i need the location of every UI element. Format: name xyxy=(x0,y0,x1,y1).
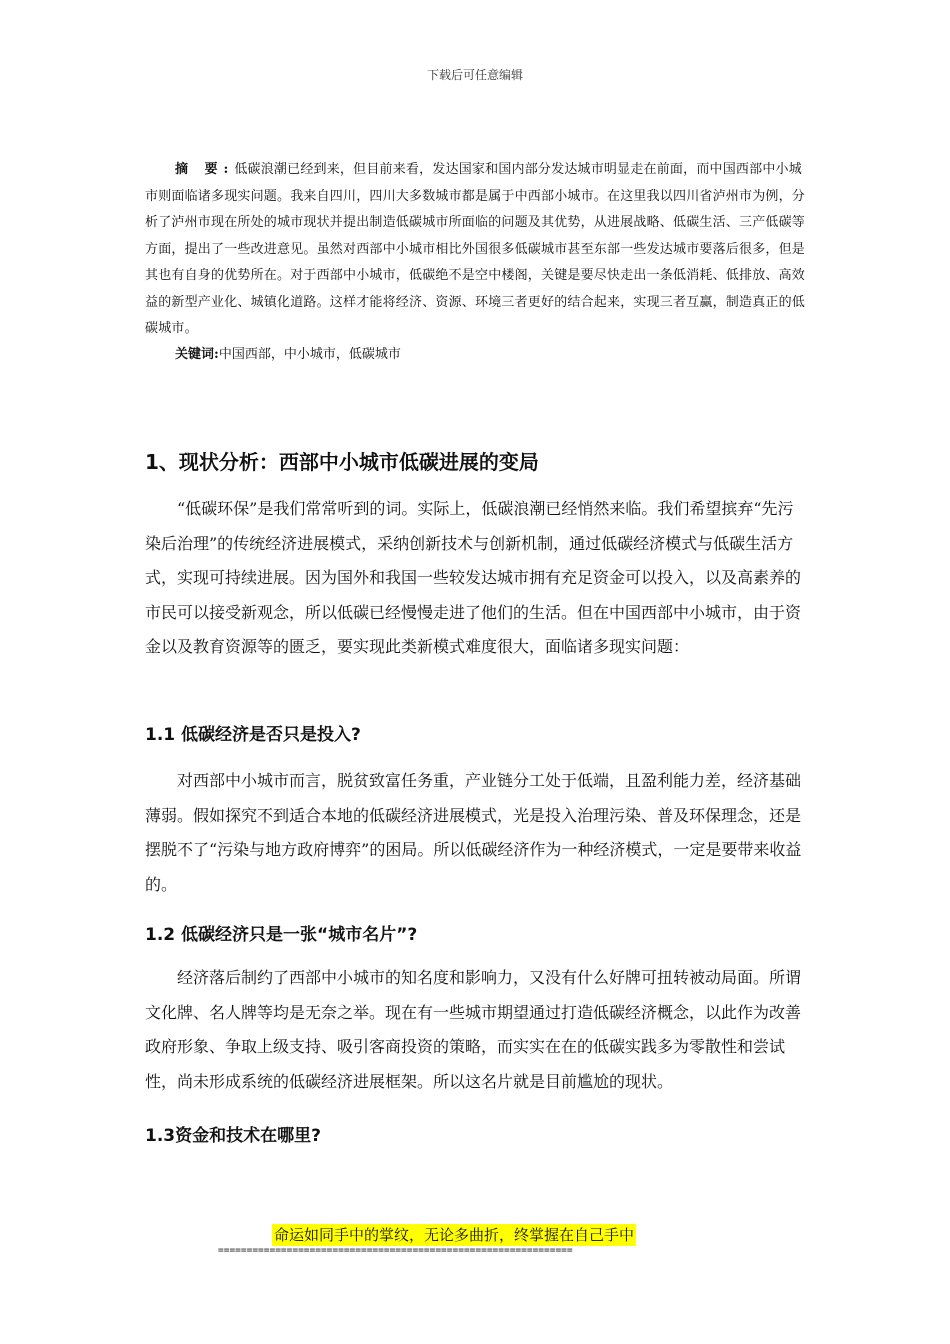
subsection-1-1-heading: 1.1 低碳经济是否只是投入? xyxy=(145,725,361,745)
abstract-label: 摘 要: xyxy=(175,162,235,177)
subsection-1-3-heading: 1.3资金和技术在哪里? xyxy=(145,1126,321,1146)
subsection-1-1-text: 对西部中小城市而言，脱贫致富任务重，产业链分工处于低端，且盈利能力差，经济基础薄弱。假如探究不到适合本地的低碳经济进展模式，光是投入治理污染、普及环保理念，还是摆脱不了“污染与地方政府博弈”的困局。所以低碳经济作为一种经济模式，一定是要带来收益的。 xyxy=(145,771,802,894)
section-1-intro: “低碳环保”是我们常常听到的词。实际上，低碳浪潮已经悄然来临。我们希望摈弃“先污染后治理”的传统经济进展模式，采纳创新技术与创新机制，通过低碳经济模式与低碳生活方式，实现可持续进展。因为国外和我国一些较发达城市拥有充足资金可以投入，以及高素养的市民可以接受新观念，所以低碳已经慢慢走进了他们的生活。但在中国西部中小城市，由于资金以及教育资源等的匮乏，要实现此类新模式难度很大，面临诸多现实问题： xyxy=(145,499,802,656)
footer-motto: 命运如同手中的掌纹，无论多曲折，终掌握在自己手中 xyxy=(274,1226,635,1244)
section-1-heading: 1、现状分析：西部中小城市低碳进展的变局 xyxy=(145,450,539,474)
subsection-1-2-heading: 1.2 低碳经济只是一张“城市名片”? xyxy=(145,925,418,945)
subsection-1-2-text: 经济落后制约了西部中小城市的知名度和影响力，又没有什么好牌可扭转被动局面。所谓文化牌、名人牌等均是无奈之举。现在有一些城市期望通过打造低碳经济概念，以此作为改善政府形象、争取上级支持、吸引客商投资的策略，而实实在在的低碳实践多为零散性和尝试性，尚未形成系统的低碳经济进展框架。所以这名片就是目前尴尬的现状。 xyxy=(145,968,802,1091)
page-header: 下载后可任意编辑 xyxy=(426,68,523,82)
keywords xyxy=(175,342,775,368)
abstract xyxy=(145,157,809,343)
abstract-text: 低碳浪潮已经到来，但目前来看，发达国家和国内部分发达城市明显走在前面，而中国西部中小城市则面临诸多现实问题。我来自四川，四川大多数城市都是属于中西部小城市。在这里我以四川省泸州市为例，分析了泸州市现在所处的城市现状并提出制造低碳城市所面临的问题及其优势，从进展战略、低碳生活、三产低碳等方面，提出了一些改进意见。虽然对西部中小城市相比外国很多低碳城市甚至东部一些发达城市要落后很多，但是其也有自身的优势所在。对于西部中小城市，低碳绝不是空中楼阁，关键是要尽快走出一条低消耗、低排放、高效益的新型产业化、城镇化道路。这样才能将经济、资源、环境三者更好的结合起来，实现三者互赢，制造真正的低碳城市。 xyxy=(145,162,806,336)
keywords-text: 中国西部，中小城市，低碳城市 xyxy=(218,347,401,362)
footer-divider: ============================================================== xyxy=(218,1245,573,1256)
keywords-label: 关键词: xyxy=(175,347,219,362)
